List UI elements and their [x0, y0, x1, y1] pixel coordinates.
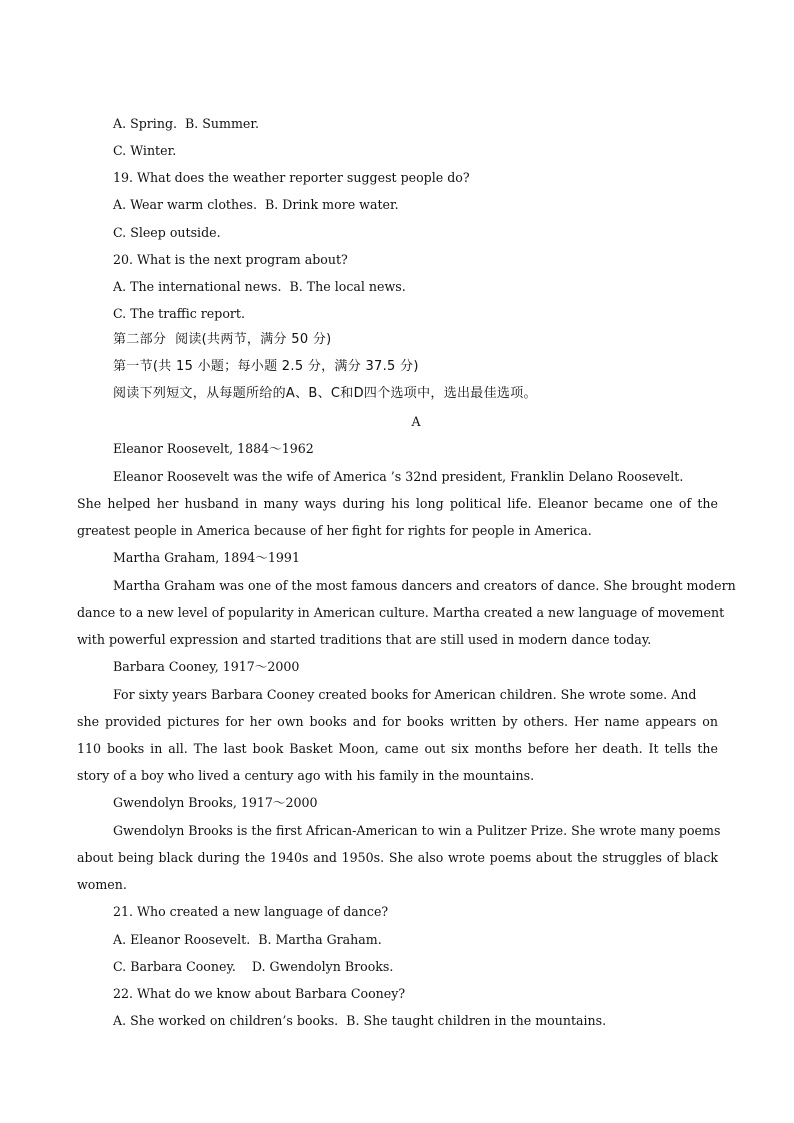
q20-options-line2: C. The traffic report. — [113, 306, 245, 321]
subsection-heading: 第一节(共 15 小题；每小题 2.5 分，满分 37.5 分) — [113, 359, 419, 374]
passage-line: story of a boy who lived a century ago with his family in the mountains. — [77, 768, 535, 783]
q22-question: 22. What do we know about Barbara Cooney? — [113, 986, 406, 1001]
q18-options-line1: A. Spring. B. Summer. — [113, 116, 259, 131]
q21-question: 21. Who created a new language of dance? — [113, 904, 389, 919]
passage-line: about being black during the 1940s and 1950s. She also wrote poems about the struggles of black — [77, 850, 718, 865]
passage-line: Gwendolyn Brooks is the first African-American to win a Pulitzer Prize. She wrote many poems — [113, 823, 721, 838]
passage-line: She helped her husband in many ways during his long political life. Eleanor became one of the — [77, 496, 718, 511]
q21-options-line2: C. Barbara Cooney. D. Gwendolyn Brooks. — [113, 959, 394, 974]
instructions: 阅读下列短文，从每题所给的A、B、C和D四个选项中，选出最佳选项。 — [113, 386, 537, 401]
q19-question: 19. What does the weather reporter suggest people do? — [113, 170, 470, 185]
q21-options-line1: A. Eleanor Roosevelt. B. Martha Graham. — [113, 932, 382, 947]
passage-line: dance to a new level of popularity in American culture. Martha created a new language of movement — [77, 605, 725, 620]
passage-line: with powerful expression and started traditions that are still used in modern dance today. — [77, 632, 652, 647]
passage-line: women. — [77, 877, 127, 892]
q19-options-line2: C. Sleep outside. — [113, 225, 221, 240]
passage-title-gwendolyn: Gwendolyn Brooks, 1917～2000 — [113, 795, 318, 810]
passage-line: Martha Graham was one of the most famous dancers and creators of dance. She brought modern — [113, 578, 736, 593]
passage-line: 110 books in all. The last book Basket Moon, came out six months before her death. It tells the — [77, 741, 718, 756]
q18-options-line2: C. Winter. — [113, 143, 177, 158]
q20-options-line1: A. The international news. B. The local news. — [113, 279, 406, 294]
passage-line: greatest people in America because of her fight for rights for people in America. — [77, 523, 592, 538]
q20-question: 20. What is the next program about? — [113, 252, 348, 267]
part-heading: 第二部分 阅读(共两节，满分 50 分) — [113, 332, 332, 347]
q19-options-line1: A. Wear warm clothes. B. Drink more water. — [113, 197, 399, 212]
q22-options-line1: A. She worked on children’s books. B. She taught children in the mountains. — [113, 1013, 607, 1028]
passage-title-barbara: Barbara Cooney, 1917～2000 — [113, 659, 300, 674]
passage-title-eleanor: Eleanor Roosevelt, 1884～1962 — [113, 441, 314, 456]
passage-line: Eleanor Roosevelt was the wife of America ’s 32nd president, Franklin Delano Roosevelt. — [113, 469, 684, 484]
passage-line: For sixty years Barbara Cooney created books for American children. She wrote some. And — [113, 687, 697, 702]
passage-label: A — [411, 414, 421, 429]
passage-title-martha: Martha Graham, 1894～1991 — [113, 550, 300, 565]
passage-line: she provided pictures for her own books and for books written by others. Her name appears on — [77, 714, 718, 729]
